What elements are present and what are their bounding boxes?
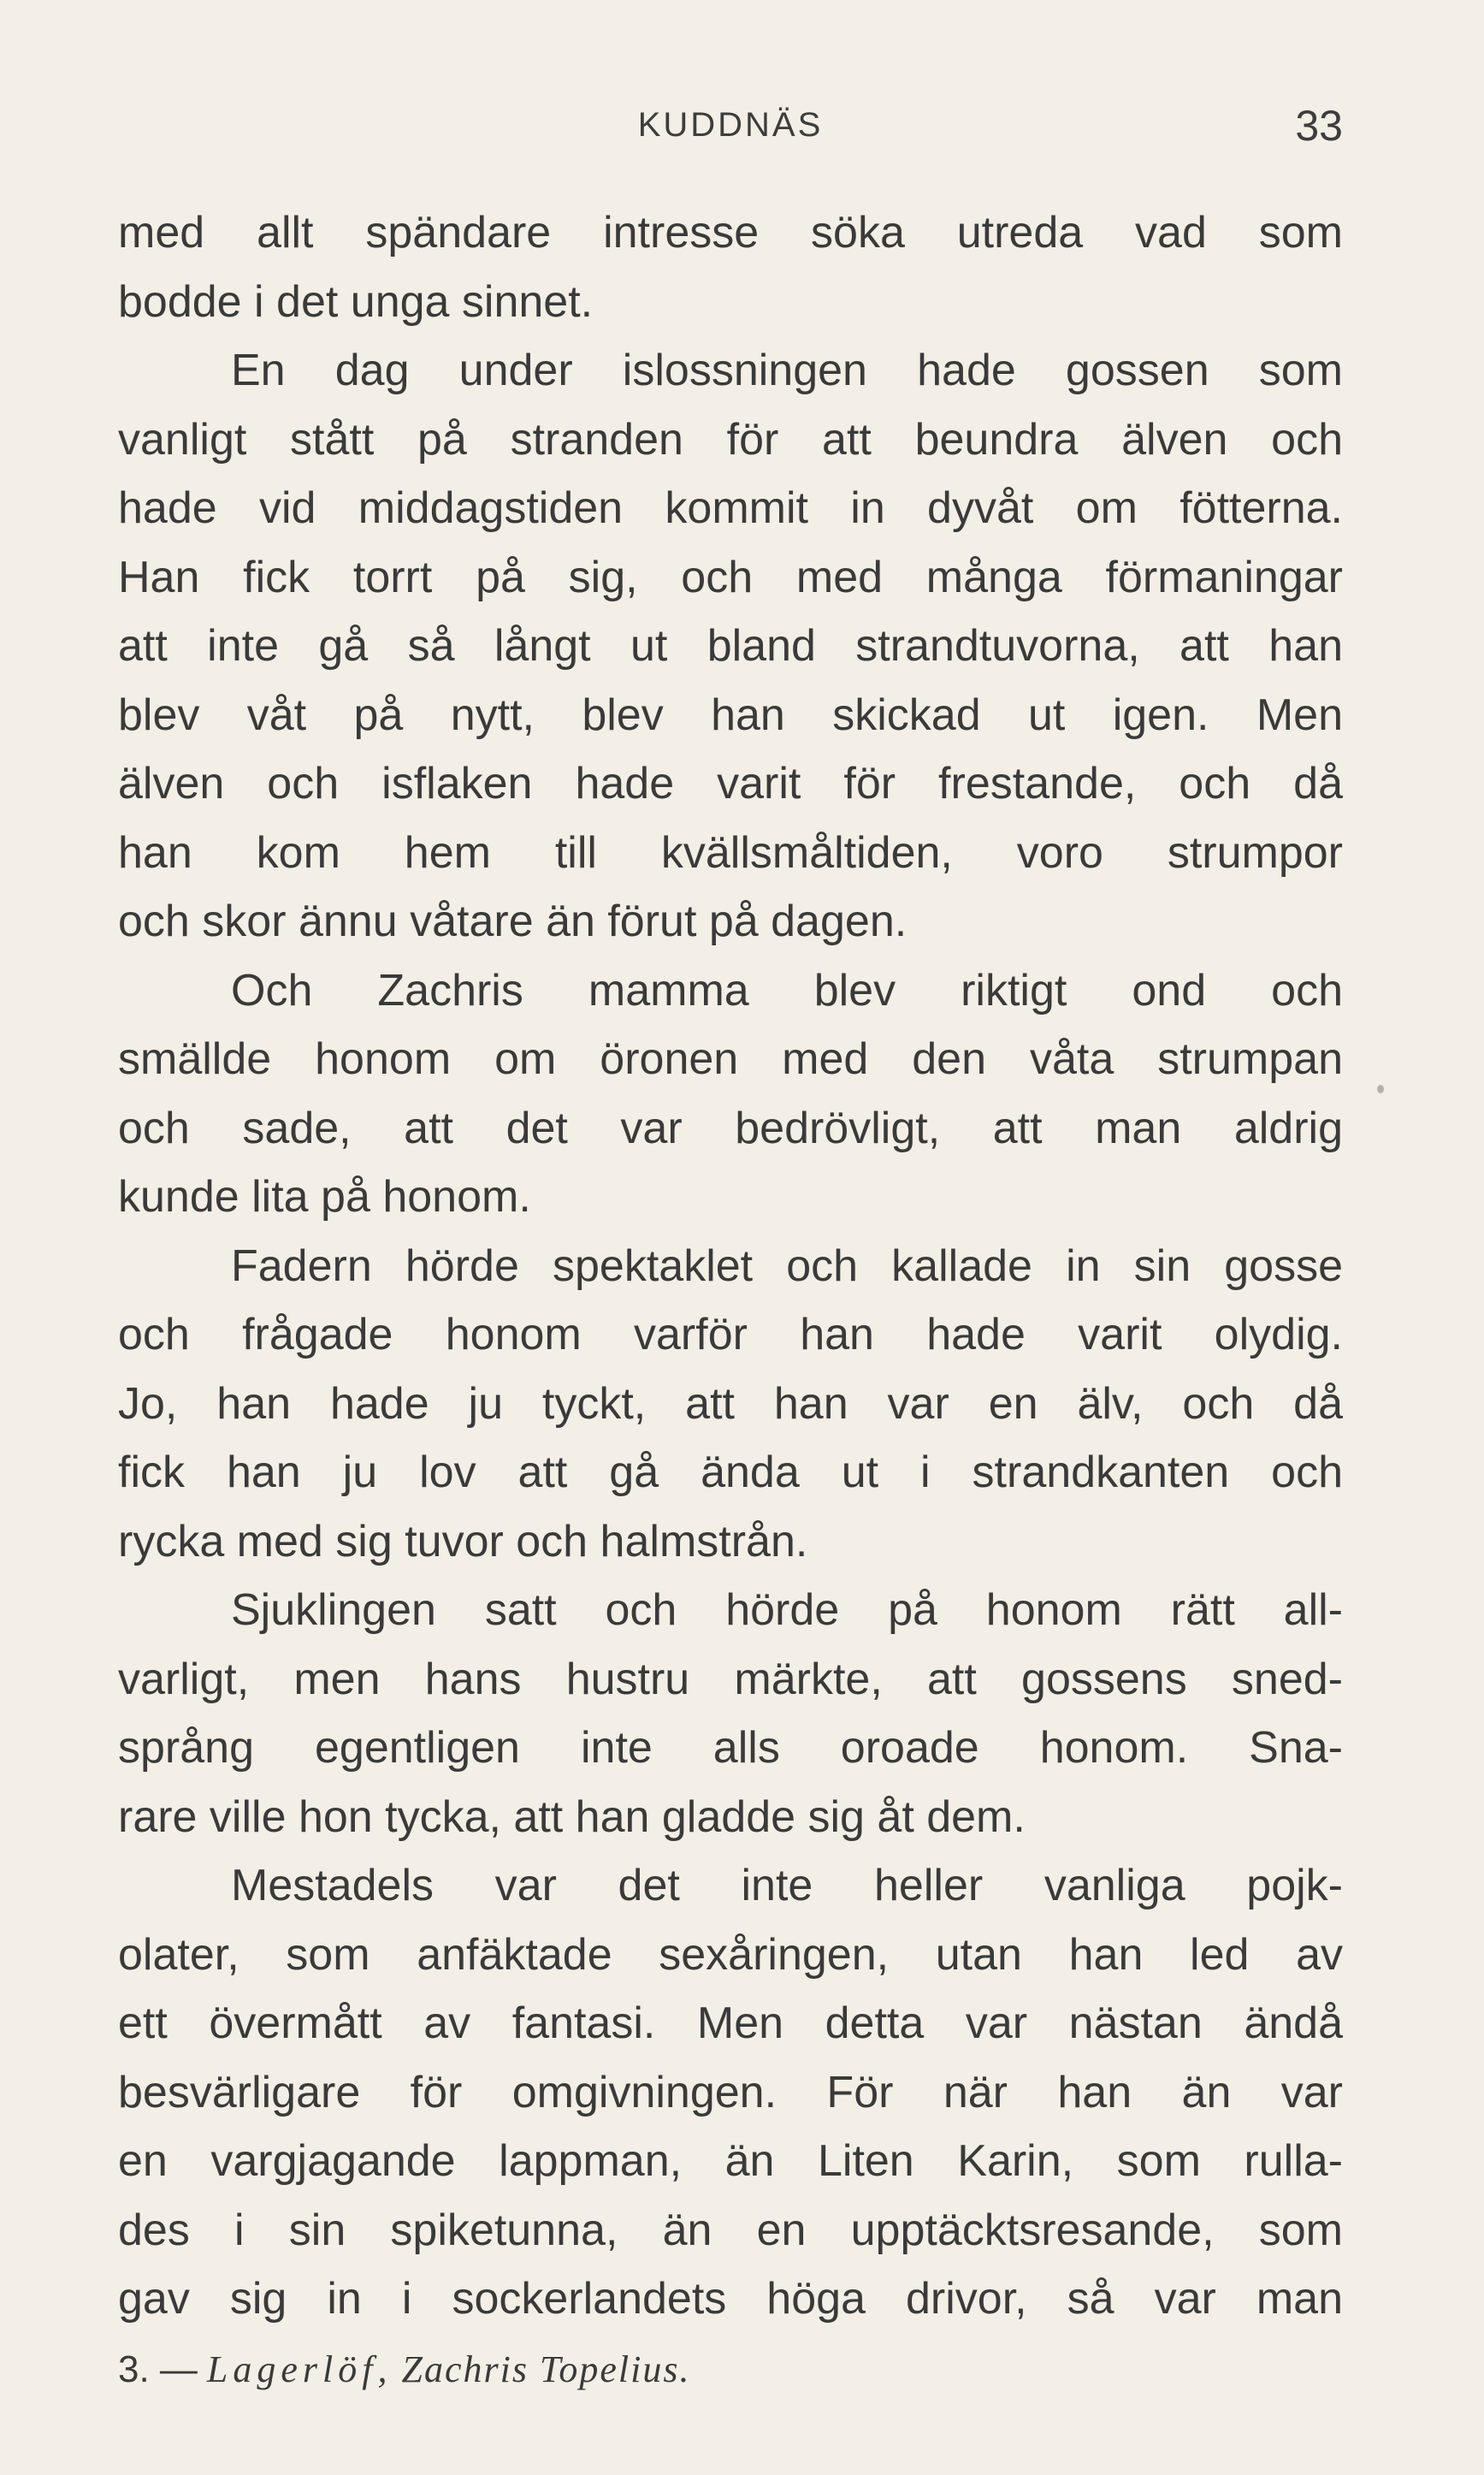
text-line: vanligt stått på stranden för att beundra älven och [118, 414, 1343, 465]
text-line: att inte gå så långt ut bland strandtuvorna, att han [118, 621, 1343, 671]
signature-title: Zachris Topelius. [401, 2348, 691, 2390]
text-line: fick han ju lov att gå ända ut i strandkanten och [118, 1448, 1343, 1497]
page-number: 33 [1295, 102, 1343, 150]
text-line: han kom hem till kvällsmåltiden, voro strumpor [118, 827, 1343, 878]
text-line: blev våt på nytt, blev han skickad ut igen. Men [118, 690, 1343, 740]
text-line: hade vid middagstiden kommit in dyvåt om fötterna. [118, 483, 1343, 533]
text-line: gav sig in i sockerlandets höga drivor, så var man [118, 2274, 1343, 2324]
text-line: och frågade honom varför han hade varit olydig. [118, 1310, 1343, 1359]
text-line: rycka med sig tuvor och halmstrån. [118, 1516, 808, 1566]
text-line: Och Zachris mamma blev riktigt ond och [231, 965, 1343, 1015]
text-line: och skor ännu våtare än förut på dagen. [118, 897, 908, 946]
text-line: språng egentligen inte alls oroade honom. Sna- [118, 1723, 1343, 1773]
text-line: ett övermått av fantasi. Men detta var nästan ändå [118, 1998, 1343, 2048]
text-line: besvärligare för omgivningen. För när han än var [118, 2067, 1343, 2117]
text-line: olater, som anfäktade sexåringen, utan han led av [118, 1929, 1343, 1980]
running-head: KUDDNÄS [637, 106, 824, 144]
text-line: älven och isflaken hade varit för frestande, och då [118, 759, 1343, 808]
text-line: varligt, men hans hustru märkte, att gossens sned- [118, 1654, 1343, 1704]
text-line: kunde lita på honom. [118, 1172, 531, 1222]
text-line: och sade, att det var bedrövligt, att man aldrig [118, 1103, 1343, 1153]
text-line: Jo, han hade ju tyckt, att han var en älv, och då [118, 1378, 1343, 1429]
signature-author: Lagerlöf, [206, 2348, 393, 2390]
page-header [118, 101, 1343, 152]
text-line: Mestadels var det inte heller vanliga pojk- [231, 1861, 1343, 1910]
text-line: en vargjagande lappman, än Liten Karin, som rulla- [118, 2136, 1343, 2186]
signature-number: 3. — [118, 2348, 198, 2390]
text-line: Fadern hörde spektaklet och kallade in sin gosse [231, 1240, 1343, 1291]
text-line: En dag under islossningen hade gossen som [231, 346, 1343, 395]
text-line: bodde i det unga sinnet. [118, 276, 594, 327]
text-line: med allt spändare intresse söka utreda vad som [118, 208, 1343, 258]
text-line: Han fick torrt på sig, och med många förmaningar [118, 552, 1343, 602]
body-text [118, 198, 1343, 2334]
text-line: smällde honom om öronen med den våta strumpan [118, 1034, 1343, 1084]
paper-speck [1377, 1085, 1384, 1093]
text-line: rare ville hon tycka, att han gladde sig åt dem. [118, 1791, 1026, 1842]
text-line: des i sin spiketunna, än en upptäcktsresande, som [118, 2205, 1343, 2255]
signature-line [118, 2340, 1343, 2400]
text-line: Sjuklingen satt och hörde på honom rätt all- [231, 1585, 1343, 1635]
